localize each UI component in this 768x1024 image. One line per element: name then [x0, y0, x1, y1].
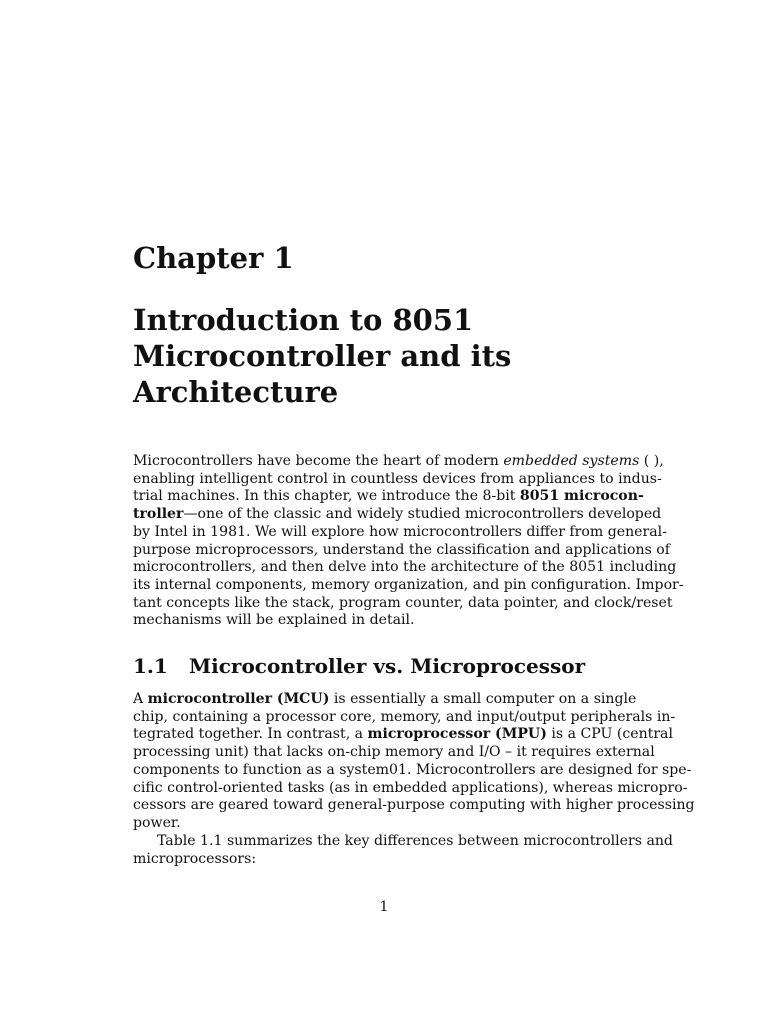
chapter-title-line: Microcontroller and its [133, 339, 512, 373]
section-paragraph [133, 833, 673, 868]
text-line: chip, containing a processor core, memory, and input/output peripherals in- [133, 708, 676, 725]
intro-paragraph [133, 453, 684, 630]
text-line: Microcontrollers have become the heart of modern embedded systems ( ), [133, 453, 664, 469]
section-title: Microcontroller vs. Microprocessor [189, 654, 586, 678]
bold-microprocessor-mpu: microprocessor (MPU) [367, 726, 547, 743]
text-line: enabling intelligent control in countless devices from appliances to indus- [133, 470, 662, 487]
chapter-title [133, 302, 633, 410]
emphasis-embedded-systems: embedded systems [503, 453, 640, 469]
section-paragraph [133, 691, 695, 833]
text-line: power. [133, 814, 181, 831]
page-number: 1 [379, 899, 389, 915]
text-line: trial machines. In this chapter, we introduce the 8-bit 8051 microcon- [133, 488, 644, 505]
text-line: tegrated together. In contrast, a microprocessor (MPU) is a CPU (central [133, 726, 673, 743]
text-line: its internal components, memory organization, and pin configuration. Impor- [133, 576, 684, 593]
bold-microcontroller-mcu: microcontroller (MCU) [147, 691, 330, 707]
text-line: A microcontroller (MCU) is essentially a small computer on a single [133, 691, 637, 707]
text-line: mechanisms will be explained in detail. [133, 612, 415, 629]
chapter-title-line: Architecture [133, 375, 339, 409]
text-line: cific control-oriented tasks (as in embedded applications), whereas micropro- [133, 779, 688, 796]
section-number: 1.1 [133, 654, 168, 678]
text-line: purpose microprocessors, understand the classification and applications of [133, 541, 671, 558]
text-line: troller—one of the classic and widely studied microcontrollers developed [133, 506, 662, 523]
text-line: by Intel in 1981. We will explore how microcontrollers differ from general- [133, 523, 667, 540]
text-line: processing unit) that lacks on-chip memory and I/O – it requires external [133, 744, 655, 761]
section-heading [133, 653, 585, 679]
chapter-label: Chapter 1 [133, 241, 294, 275]
text-line: cessors are geared toward general-purpose computing with higher processing [133, 797, 695, 814]
text-line: components to function as a system01. Microcontrollers are designed for spe- [133, 761, 692, 778]
bold-8051-microcontroller: 8051 microcon- [519, 488, 644, 505]
text-line: tant concepts like the stack, program counter, data pointer, and clock/reset [133, 594, 673, 611]
text-line: Table 1.1 summarizes the key differences between microcontrollers and [157, 833, 673, 849]
bold-troller: troller [133, 506, 184, 523]
text-line: microcontrollers, and then delve into the architecture of the 8051 including [133, 559, 677, 576]
chapter-title-line: Introduction to 8051 [133, 303, 474, 337]
text-line: microprocessors: [133, 850, 257, 867]
